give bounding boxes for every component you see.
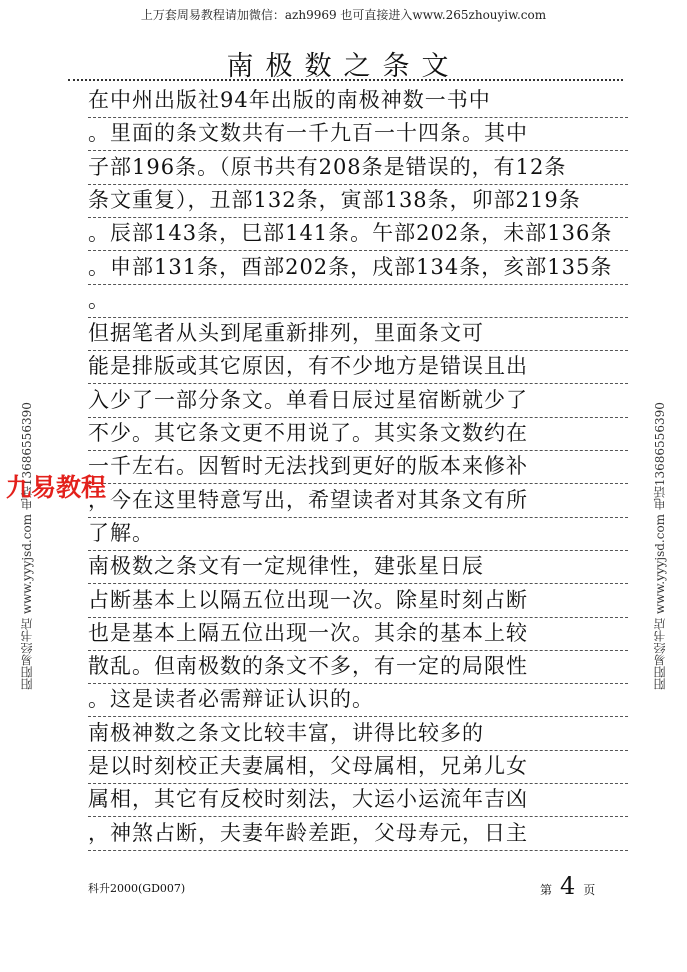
text-line: 是以时刻校正夫妻属相，父母属相，兄弟儿女 [88, 749, 628, 784]
right-margin-stamp: 阳阳易经书店 www.yyyjsd.com 电话13686556390 [653, 402, 667, 690]
text-line: 也是基本上隔五位出现一次。其余的基本上较 [88, 616, 628, 651]
title-underline [68, 79, 623, 81]
text-line: 不少。其它条文更不用说了。其实条文数约在 [88, 416, 628, 451]
page-suffix: 页 [583, 883, 596, 897]
text-line: 。申部131条，酉部202条，戌部134条，亥部135条 [88, 250, 628, 285]
text-line: 。辰部143条，巳部141条。午部202条，未部136条 [88, 216, 628, 251]
text-line: 属相，其它有反校时刻法，大运小运流年吉凶 [88, 782, 628, 817]
text-line: 。里面的条文数共有一千九百一十四条。其中 [88, 116, 628, 151]
text-line: ，神煞占断，夫妻年龄差距，父母寿元，日主 [88, 816, 628, 851]
left-margin-stamp: 阳阳易经书店 www.yyyjsd.com 电话13686556390 [20, 402, 34, 690]
footer-code: 科升2000(GD007) [88, 882, 186, 895]
text-line: 子部196条。（原书共有208条是错误的，有12条 [88, 150, 628, 185]
text-line: 占断基本上以隔五位出现一次。除星时刻占断 [88, 583, 628, 618]
header-note: 上万套周易教程请加微信：azh9969 也可直接进入www.265zhouyiw.com [140, 8, 547, 22]
watermark-logo: 九易教程 [6, 473, 107, 502]
text-line: 了解。 [88, 516, 628, 551]
text-line: 一千左右。因暂时无法找到更好的版本来修补 [88, 449, 628, 484]
page-number [540, 872, 595, 900]
text-line: 能是排版或其它原因，有不少地方是错误且出 [88, 349, 628, 384]
page-number-value: 4 [560, 872, 576, 900]
text-line: 散乱。但南极数的条文不多，有一定的局限性 [88, 649, 628, 684]
text-line: ，今在这里特意写出，希望读者对其条文有所 [88, 483, 628, 518]
text-line: 。 [88, 283, 628, 318]
text-line: 南极神数之条文比较丰富，讲得比较多的 [88, 716, 628, 751]
text-line: 在中州出版社94年出版的南极神数一书中 [88, 83, 628, 118]
page-title: 南极数之条文 [226, 51, 461, 82]
text-line: 。这是读者必需辩证认识的。 [88, 682, 628, 717]
page-prefix: 第 [540, 883, 553, 897]
text-line: 南极数之条文有一定规律性，建张星日辰 [88, 549, 628, 584]
text-line: 但据笔者从头到尾重新排列，里面条文可 [88, 316, 628, 351]
text-line: 条文重复），丑部132条，寅部138条，卯部219条 [88, 183, 628, 218]
text-line: 入少了一部分条文。单看日辰过星宿断就少了 [88, 383, 628, 418]
